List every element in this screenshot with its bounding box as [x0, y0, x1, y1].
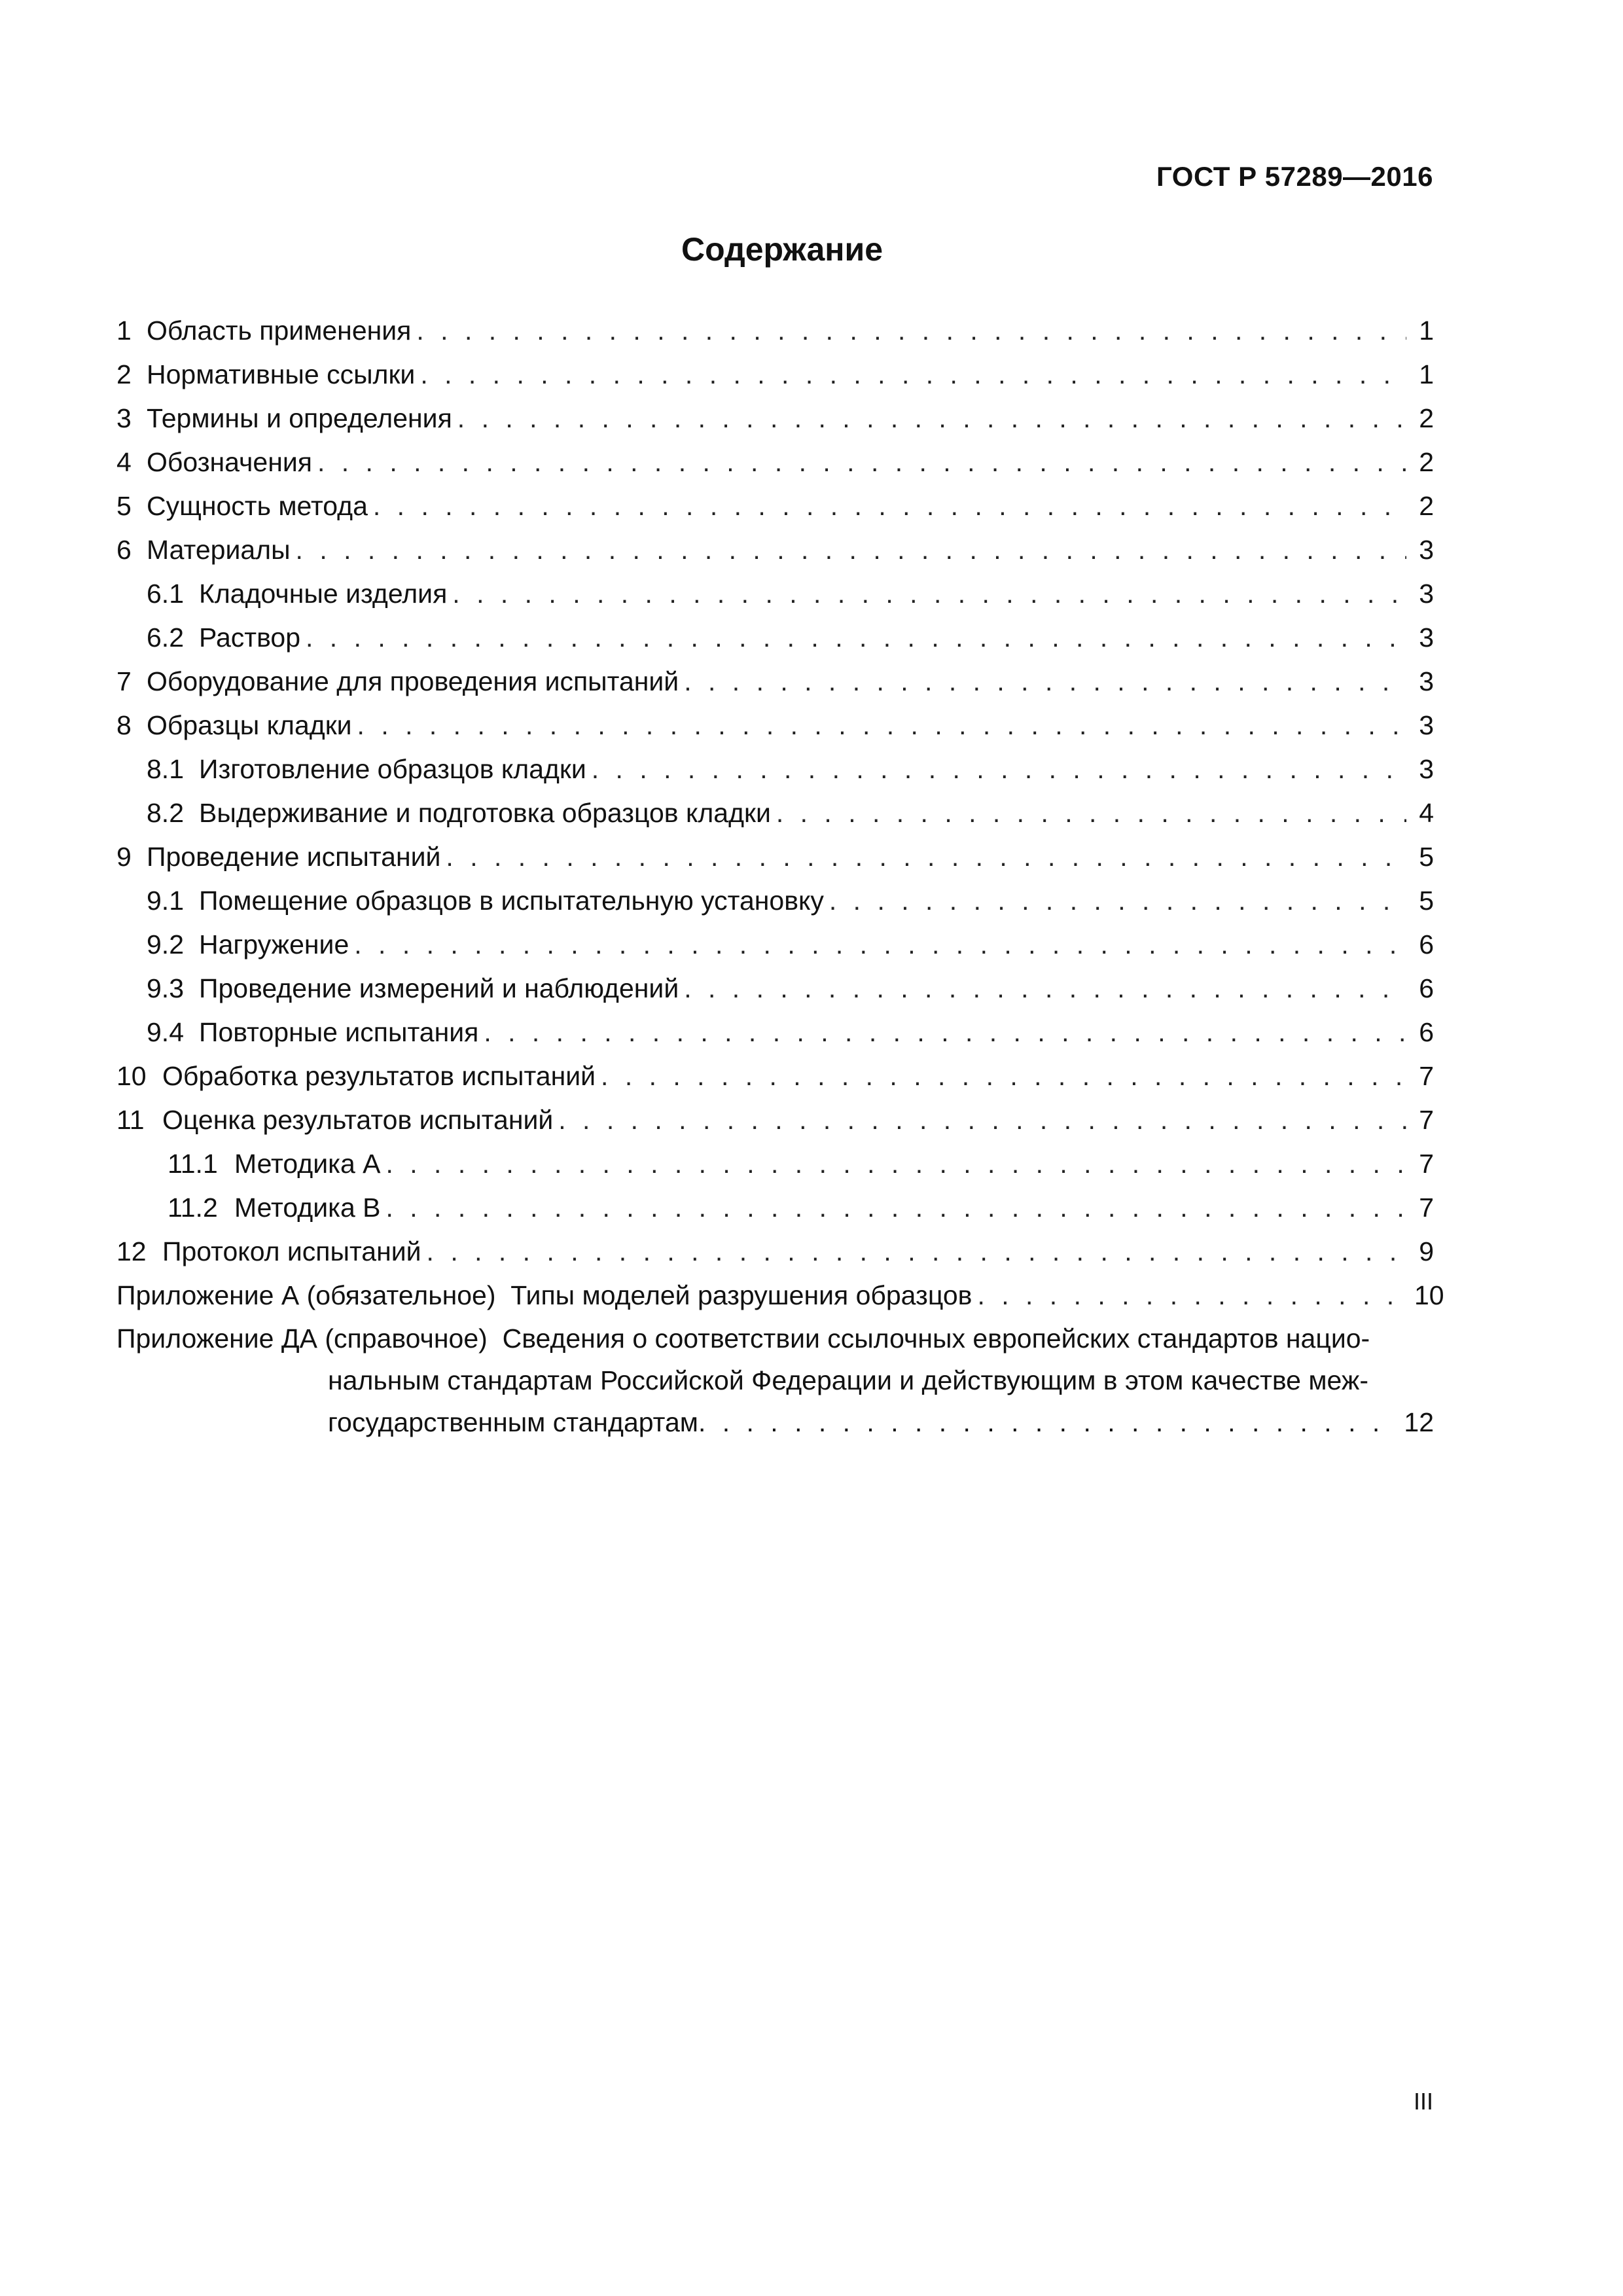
toc-annex-a[interactable]	[116, 1274, 1444, 1318]
toc-entry-page: 7	[1406, 1098, 1434, 1142]
toc-entry-page: 6	[1406, 967, 1434, 1011]
leader-dots	[420, 353, 1406, 397]
toc-entry-title: Методика В	[234, 1193, 381, 1223]
toc-entry-number: 12	[116, 1236, 147, 1266]
leader-dots	[977, 1274, 1406, 1318]
toc-entry-title: Оценка результатов испытаний	[162, 1105, 554, 1135]
leader-dots	[684, 967, 1406, 1011]
toc-entry-number: 8.2	[147, 798, 184, 828]
toc-entry-page: 3	[1406, 572, 1434, 616]
leader-dots	[776, 791, 1406, 835]
toc-entry[interactable]	[116, 309, 1434, 353]
annex-da-title-line-2: нальным стандартам Российской Федерации и действующим в этом качестве меж-	[328, 1365, 1368, 1395]
leader-dots	[698, 1401, 1396, 1443]
toc-subentry[interactable]	[116, 923, 1434, 967]
toc-entry[interactable]	[116, 484, 1434, 528]
leader-dots	[306, 616, 1406, 660]
toc-entry-page: 6	[1406, 1011, 1434, 1054]
toc-entry[interactable]	[116, 660, 1434, 704]
toc-subentry[interactable]	[116, 879, 1434, 923]
page-number: III	[1413, 2088, 1433, 2115]
leader-dots	[357, 704, 1406, 747]
toc-subentry[interactable]	[116, 791, 1434, 835]
toc-entry-page: 7	[1406, 1186, 1434, 1230]
leader-dots	[427, 1230, 1406, 1274]
toc-entry-page: 7	[1406, 1054, 1434, 1098]
toc-entry-title: Нагружение	[199, 929, 349, 960]
toc-subentry[interactable]	[116, 616, 1434, 660]
toc-entry-title: Кладочные изделия	[199, 579, 448, 609]
toc-entry-title: Материалы	[147, 535, 291, 565]
leader-dots	[457, 397, 1406, 440]
toc-subentry[interactable]	[116, 967, 1434, 1011]
toc-entry-page: 5	[1406, 835, 1434, 879]
toc-entry-page: 6	[1406, 923, 1434, 967]
annex-a-prefix: Приложение А (обязательное)	[116, 1280, 496, 1310]
toc-entry-number: 8	[116, 710, 132, 740]
toc-entry-number: 7	[116, 666, 132, 696]
toc-entry-title: Повторные испытания	[199, 1017, 479, 1047]
toc-entry[interactable]	[116, 440, 1434, 484]
toc-entry-number: 11	[116, 1105, 145, 1135]
toc-entry[interactable]	[116, 1098, 1434, 1142]
toc-annex-da[interactable]	[116, 1318, 1434, 1448]
toc-entry-number: 9.3	[147, 973, 184, 1003]
toc-entry-page: 3	[1406, 616, 1434, 660]
leader-dots	[829, 879, 1406, 923]
leader-dots	[296, 528, 1406, 572]
toc-entry-page: 1	[1406, 353, 1434, 397]
leader-dots	[416, 309, 1406, 353]
leader-dots	[592, 747, 1406, 791]
toc-entry-page: 5	[1406, 879, 1434, 923]
standard-code: ГОСТ Р 57289—2016	[1156, 161, 1433, 192]
toc-entry-title: Нормативные ссылки	[147, 359, 416, 389]
toc-entry[interactable]	[116, 353, 1434, 397]
leader-dots	[558, 1098, 1406, 1142]
toc-entry-title: Обозначения	[147, 447, 312, 477]
toc-entry-page: 3	[1406, 528, 1434, 572]
toc-subentry[interactable]	[116, 1186, 1434, 1230]
toc-entry-title: Обработка результатов испытаний	[162, 1061, 596, 1091]
toc-entry-number: 11.1	[168, 1149, 218, 1179]
toc-entry-title: Область применения	[147, 315, 412, 346]
toc-subentry[interactable]	[116, 1142, 1434, 1186]
toc-entry-page: 3	[1406, 704, 1434, 747]
toc-entry-page: 10	[1406, 1274, 1434, 1318]
toc-entry-number: 6.1	[147, 579, 184, 609]
toc-entry-title: Оборудование для проведения испытаний	[147, 666, 679, 696]
leader-dots	[601, 1054, 1406, 1098]
annex-da-title-line-3: государственным стандартам	[328, 1407, 698, 1437]
toc-entry-page: 1	[1406, 309, 1434, 353]
toc-entry-number: 9.4	[147, 1017, 184, 1047]
toc-entry-title: Методика А	[234, 1149, 381, 1179]
annex-a-title: Типы моделей разрушения образцов	[510, 1280, 972, 1310]
toc-subentry[interactable]	[116, 747, 1434, 791]
toc-entry[interactable]	[116, 704, 1434, 747]
toc-entry[interactable]	[116, 1054, 1434, 1098]
toc-entry-number: 10	[116, 1061, 147, 1091]
toc-entry-number: 1	[116, 315, 132, 346]
toc-entry-number: 3	[116, 403, 132, 433]
leader-dots	[354, 923, 1406, 967]
leader-dots	[446, 835, 1406, 879]
toc-entry-number: 8.1	[147, 754, 184, 784]
leader-dots	[484, 1011, 1406, 1054]
toc-entry[interactable]	[116, 397, 1434, 440]
toc-subentry[interactable]	[116, 1011, 1434, 1054]
toc-entry-page: 2	[1406, 484, 1434, 528]
toc-entry-page: 12	[1404, 1407, 1434, 1437]
toc-entry-title: Термины и определения	[147, 403, 452, 433]
toc-entry-title: Помещение образцов в испытательную установку	[199, 886, 824, 916]
toc-entry-number: 9.1	[147, 886, 184, 916]
toc-entry[interactable]	[116, 528, 1434, 572]
toc-entry-number: 11.2	[168, 1193, 218, 1223]
toc-entry-page: 2	[1406, 440, 1434, 484]
toc-entry-page: 7	[1406, 1142, 1434, 1186]
toc-entry-number: 9	[116, 842, 132, 872]
toc-entry-page: 4	[1406, 791, 1434, 835]
toc-entry-page: 2	[1406, 397, 1434, 440]
toc-entry-title: Раствор	[199, 622, 300, 653]
leader-dots	[452, 572, 1406, 616]
toc-entry-number: 9.2	[147, 929, 184, 960]
toc-entry-page: 9	[1406, 1230, 1434, 1274]
toc-entry-title: Изготовление образцов кладки	[199, 754, 586, 784]
toc-entry-number: 6	[116, 535, 132, 565]
toc-entry-page: 3	[1406, 660, 1434, 704]
toc-entry-number: 2	[116, 359, 132, 389]
toc-entry-title: Проведение испытаний	[147, 842, 441, 872]
leader-dots	[373, 484, 1406, 528]
table-of-contents	[116, 309, 1444, 1448]
toc-entry-number: 5	[116, 491, 132, 521]
toc-entry-title: Сущность метода	[147, 491, 368, 521]
toc-entry-title: Выдерживание и подготовка образцов кладки	[199, 798, 771, 828]
toc-title: Содержание	[681, 231, 883, 268]
toc-entry-page: 3	[1406, 747, 1434, 791]
toc-entry-title: Проведение измерений и наблюдений	[199, 973, 679, 1003]
toc-entry[interactable]	[116, 835, 1434, 879]
leader-dots	[385, 1142, 1406, 1186]
leader-dots	[317, 440, 1406, 484]
annex-da-prefix: Приложение ДА (справочное)	[116, 1323, 488, 1354]
toc-subentry[interactable]	[116, 572, 1434, 616]
toc-entry-title: Протокол испытаний	[162, 1236, 421, 1266]
toc-entry-number: 6.2	[147, 622, 184, 653]
leader-dots	[684, 660, 1406, 704]
leader-dots	[385, 1186, 1406, 1230]
annex-da-title-line-1: Сведения о соответствии ссылочных европейских стандартов нацио-	[502, 1323, 1370, 1354]
toc-entry[interactable]	[116, 1230, 1434, 1274]
toc-entry-title: Образцы кладки	[147, 710, 352, 740]
toc-entry-number: 4	[116, 447, 132, 477]
